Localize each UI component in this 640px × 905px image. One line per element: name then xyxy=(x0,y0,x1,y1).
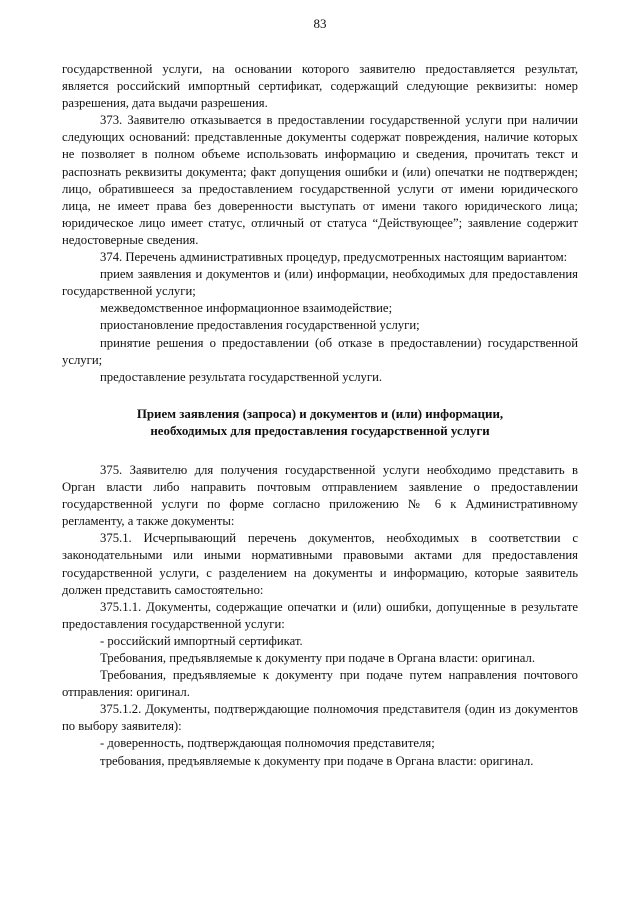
paragraph: 375.1.2. Документы, подтверждающие полномочия представителя (один из документов по выбору заявителя): xyxy=(62,702,578,734)
paragraph: Требования, предъявляемые к документу при подаче в Органа власти: оригинал. xyxy=(100,651,535,665)
paragraph: прием заявления и документов и (или) информации, необходимых для предоставления государственной услуги; xyxy=(62,267,578,299)
paragraph: 375. Заявителю для получения государственной услуги необходимо представить в Орган власти либо направить почтовым отправлением заявление о предоставлении государственной услуги по форме согласно приложению № 6 к Административному регламенту, а также документы: xyxy=(62,462,578,529)
paragraph: государственной услуги, на основании которого заявителю предоставляется результат, является российский импортный сертификат, содержащий следующие реквизиты: номер разрешения, дата выдачи разрешения. xyxy=(62,62,578,111)
paragraph: 375.1. Исчерпывающий перечень документов, необходимых в соответствии с законодательными или иными нормативными правовыми актами для предоставления государственной услуги, с разделением на документы и информацию, которые заявитель должен представить самостоятельно: xyxy=(62,531,578,597)
paragraph: требования, предъявляемые к документу при подаче в Органа власти: оригинал. xyxy=(100,753,534,768)
section-heading xyxy=(62,406,578,441)
document-body xyxy=(62,61,578,770)
paragraph: межведомственное информационное взаимодействие; xyxy=(100,301,393,316)
paragraph: - доверенность, подтверждающая полномочия представителя; xyxy=(100,736,435,751)
paragraph: предоставление результата государственной услуги. xyxy=(100,369,383,384)
paragraphs-top xyxy=(62,61,578,386)
paragraph: 373. Заявителю отказывается в предоставлении государственной услуги при наличии следующих оснований: представленные документы содержат повреждения, наличие которых не позволяет в полном объеме использовать информацию и сведения, прочитать текст и распознать реквизиты документа; факт допущения ошибки и (или) опечатки не подтвержден; лицо, обратившееся за предоставлением государственной услуги от имени юридического лица, не имеет права без доверенности выступать от имени такого юридического лица; юридическое лицо имеет статус, отличный от статуса “Действующее”; заявление содержит недостоверные сведения. xyxy=(62,113,578,247)
page-number: 83 xyxy=(313,16,327,31)
paragraphs-bottom xyxy=(62,462,578,770)
paragraph: приостановление предоставления государственной услуги; xyxy=(100,318,420,333)
paragraph: - российский импортный сертификат. xyxy=(100,633,303,648)
section-heading-line-1: Прием заявления (запроса) и документов и (или) информации, xyxy=(136,406,504,421)
paragraph: принятие решения о предоставлении (об отказе в предоставлении) государственной услуги; xyxy=(62,335,578,367)
section-heading-line-2: необходимых для предоставления государственной услуги xyxy=(150,424,490,439)
paragraph: Требования, предъявляемые к документу при подаче путем направления почтового отправления: оригинал. xyxy=(62,668,578,700)
paragraph: 375.1.1. Документы, содержащие опечатки и (или) ошибки, допущенные в результате предоставления государственной услуги: xyxy=(62,599,578,631)
paragraph: 374. Перечень административных процедур, предусмотренных настоящим вариантом: xyxy=(100,250,568,265)
